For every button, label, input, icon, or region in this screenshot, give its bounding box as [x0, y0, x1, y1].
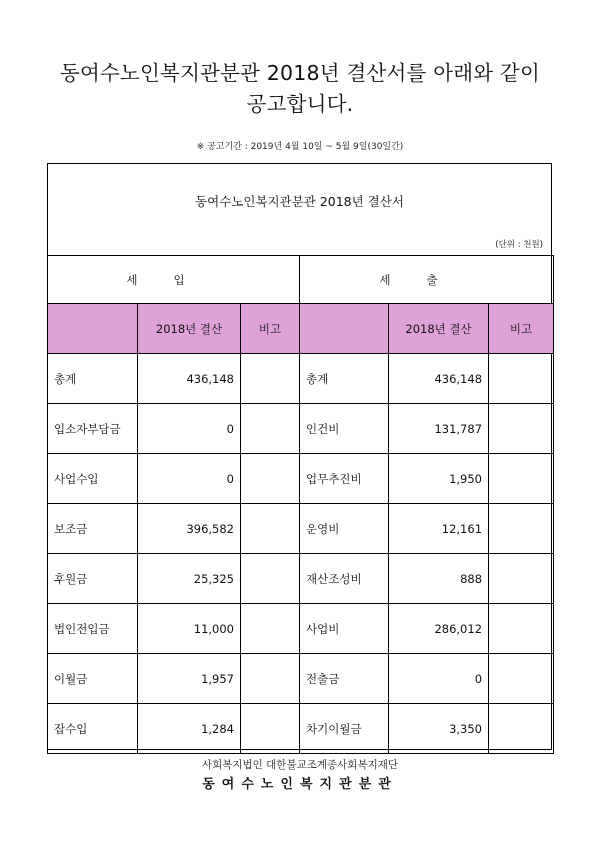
- income-heading: 세입: [48, 256, 300, 304]
- income-amount: 0: [138, 404, 241, 454]
- expense-note: [489, 504, 554, 554]
- income-item-label: 법인전입금: [48, 604, 138, 654]
- income-amount-col-header: 2018년 결산: [138, 304, 241, 354]
- expense-amount: 1,950: [389, 454, 489, 504]
- expense-amount: 286,012: [389, 604, 489, 654]
- expense-note-col-header: 비고: [489, 304, 554, 354]
- table-row: [48, 604, 554, 654]
- announcement-period: ※ 공고기간 : 2019년 4월 10일 ~ 5월 9일(30일간): [196, 142, 404, 152]
- expense-item-label: 인건비: [300, 404, 389, 454]
- section-header-row: [48, 256, 554, 304]
- table-row: [48, 704, 554, 754]
- expense-note: [489, 554, 554, 604]
- expense-note: [489, 704, 554, 754]
- headline-line-1: 동여수노인복지관분관 2018년 결산서를 아래와 같이: [60, 61, 540, 85]
- headline-line-2: 공고합니다.: [246, 92, 354, 116]
- expense-label-col-header: [300, 304, 389, 354]
- expense-item-label: 운영비: [300, 504, 389, 554]
- income-note: [241, 354, 300, 404]
- expense-item-label: 총계: [300, 354, 389, 404]
- settlement-table: [47, 255, 554, 754]
- income-note: [241, 454, 300, 504]
- announcement-headline: [0, 58, 600, 120]
- income-note: [241, 504, 300, 554]
- income-note: [241, 604, 300, 654]
- income-note: [241, 654, 300, 704]
- expense-note: [489, 604, 554, 654]
- sheet-title: 동여수노인복지관분관 2018년 결산서: [195, 194, 404, 209]
- income-amount: 11,000: [138, 604, 241, 654]
- table-row: [48, 654, 554, 704]
- expense-note: [489, 654, 554, 704]
- expense-note: [489, 354, 554, 404]
- expense-item-label: 재산조성비: [300, 554, 389, 604]
- expense-amount: 888: [389, 554, 489, 604]
- income-item-label: 후원금: [48, 554, 138, 604]
- unit-note: (단위 : 천원): [495, 240, 543, 250]
- expense-item-label: 업무추진비: [300, 454, 389, 504]
- income-item-label: 사업수입: [48, 454, 138, 504]
- income-amount: 0: [138, 454, 241, 504]
- table-row: [48, 354, 554, 404]
- column-header-row: [48, 304, 554, 354]
- expense-amount: 12,161: [389, 504, 489, 554]
- income-item-label: 잡수입: [48, 704, 138, 754]
- income-item-label: 이월금: [48, 654, 138, 704]
- income-item-label: 보조금: [48, 504, 138, 554]
- expense-item-label: 차기이월금: [300, 704, 389, 754]
- expense-item-label: 전출금: [300, 654, 389, 704]
- expense-amount-col-header: 2018년 결산: [389, 304, 489, 354]
- income-note: [241, 704, 300, 754]
- income-label-col-header: [48, 304, 138, 354]
- income-amount: 396,582: [138, 504, 241, 554]
- expense-amount: 0: [389, 654, 489, 704]
- expense-heading: 세출: [300, 256, 554, 304]
- income-amount: 436,148: [138, 354, 241, 404]
- income-item-label: 입소자부담금: [48, 404, 138, 454]
- income-item-label: 총계: [48, 354, 138, 404]
- expense-amount: 436,148: [389, 354, 489, 404]
- income-note: [241, 404, 300, 454]
- income-amount: 1,284: [138, 704, 241, 754]
- table-row: [48, 454, 554, 504]
- table-row: [48, 554, 554, 604]
- income-note: [241, 554, 300, 604]
- expense-note: [489, 454, 554, 504]
- settlement-sheet: [47, 163, 552, 750]
- expense-amount: 131,787: [389, 404, 489, 454]
- footer-organization: 사회복지법인 대한불교조계종사회복지재단: [201, 759, 399, 771]
- table-row: [48, 404, 554, 454]
- expense-item-label: 사업비: [300, 604, 389, 654]
- expense-amount: 3,350: [389, 704, 489, 754]
- income-amount: 25,325: [138, 554, 241, 604]
- income-amount: 1,957: [138, 654, 241, 704]
- expense-note: [489, 404, 554, 454]
- table-row: [48, 504, 554, 554]
- income-note-col-header: 비고: [241, 304, 300, 354]
- footer-facility-name: 동여수노인복지관분관: [202, 777, 398, 792]
